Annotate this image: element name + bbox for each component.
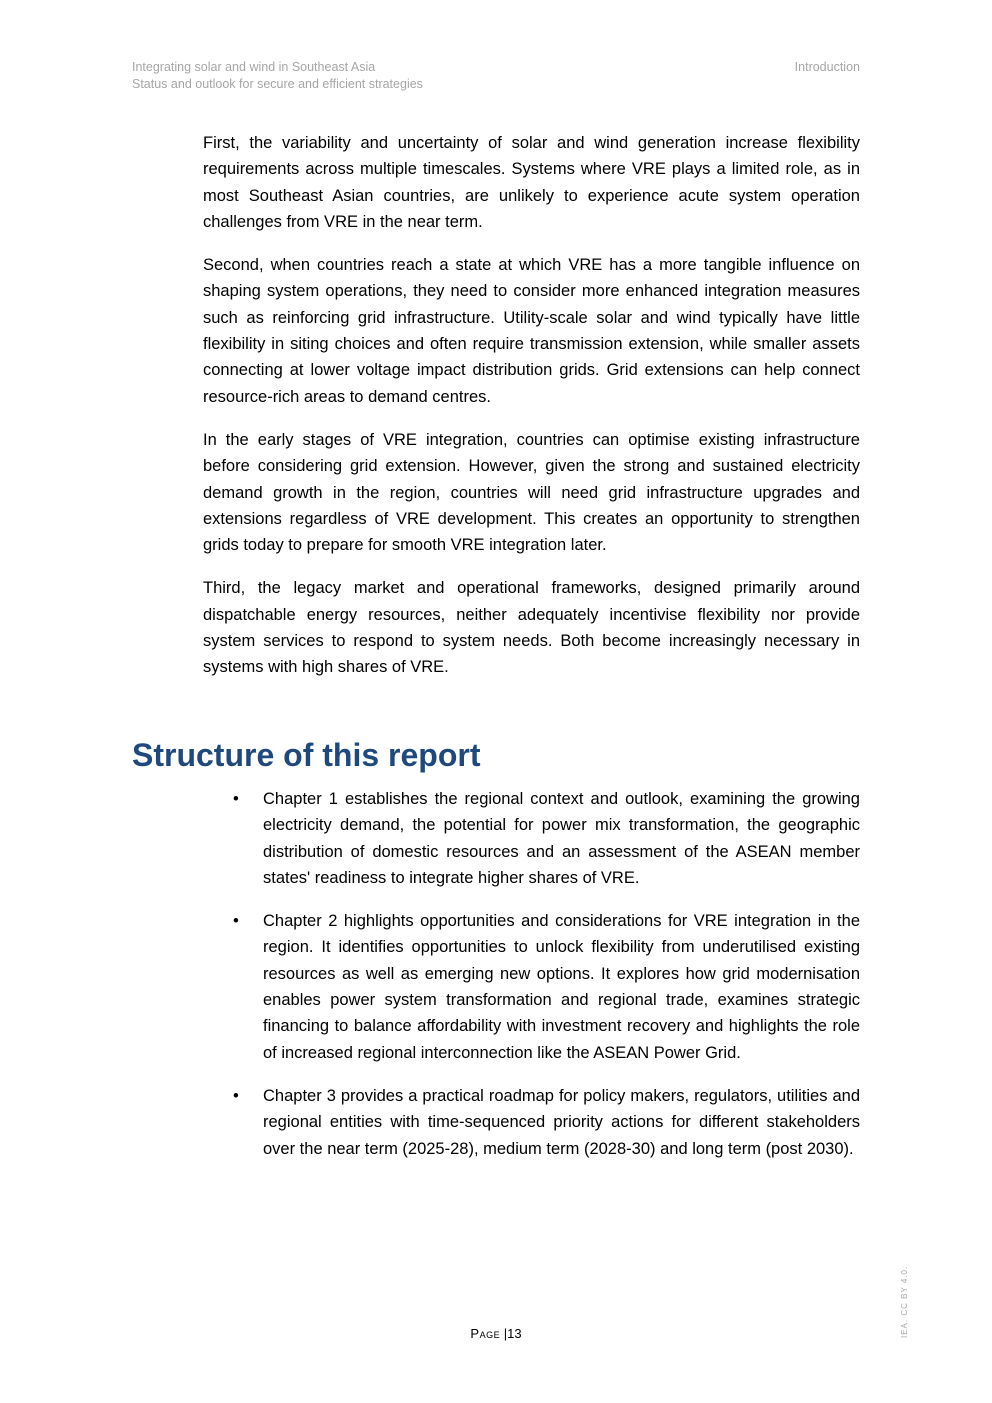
paragraph: Second, when countries reach a state at which VRE has a more tangible influence on shaping system operations, they need to consider more enhanced integration measures such as reinforcing grid infrastructure. Utility-scale solar and wind typically have little flexibility in siting choices and often require transmission extension, while smaller assets connecting at lower voltage impact distribution grids. Grid extensions can help connect resource-rich areas to demand centres. [203,256,860,406]
list-item-text: Chapter 1 establishes the regional context and outlook, examining the growing electricity demand, the potential for power mix transformation, the geographic distribution of domestic resources and an assessment of the ASEAN member states' readiness to integrate higher shares of VRE. [263,790,860,887]
page-number: 13 [507,1326,522,1341]
section-heading: Structure of this report [132,737,481,773]
bullet-icon: • [233,1086,239,1105]
paragraph: Third, the legacy market and operational frameworks, designed primarily around dispatchable energy resources, neither adequately incentivise flexibility nor provide system services to respond to system needs. Both become increasingly necessary in systems with high shares of VRE. [203,579,860,677]
header-title-line2: Status and outlook for secure and efficient strategies [132,77,423,91]
page-separator: | [503,1326,508,1341]
running-header-title [132,59,423,93]
bullet-icon: • [233,912,239,931]
paragraph: In the early stages of VRE integration, countries can optimise existing infrastructure before considering grid extension. However, given the strong and sustained electricity demand growth in the region, countries will need grid infrastructure upgrades and extensions regardless of VRE development. This creates an opportunity to strengthen grids today to prepare for smooth VRE integration later. [203,430,860,555]
list-item [203,786,860,891]
paragraph: First, the variability and uncertainty of solar and wind generation increase flexibility requirements across multiple timescales. Systems where VRE plays a limited role, as in most Southeast Asian countries, are unlikely to experience acute system operation challenges from VRE in the near term. [203,134,860,231]
list-item [203,908,860,1066]
list-item [203,1083,860,1162]
list-item-text: Chapter 3 provides a practical roadmap for policy makers, regulators, utilities and regional entities with time-sequenced priority actions for different stakeholders over the near term (2025-28), medium term (2028-30) and long term (post 2030). [263,1086,860,1158]
page-label: Page [470,1326,501,1341]
header-section-name: Introduction [794,60,860,74]
chapter-list [203,786,860,1179]
page-footer [0,1326,992,1341]
list-item-text: Chapter 2 highlights opportunities and considerations for VRE integration in the region. It identifies opportunities to unlock flexibility from underutilised existing resources as well as emerging new options. It explores how grid modernisation enables power system transformation and regional trade, examines strategic financing to balance affordability with investment recovery and highlights the role of increased regional interconnection like the ASEAN Power Grid. [263,912,860,1062]
body-text [203,130,860,698]
license-watermark: IEA. CC BY 4.0. [900,1265,909,1338]
bullet-icon: • [233,790,239,808]
header-title-line1: Integrating solar and wind in Southeast Asia [132,60,376,74]
